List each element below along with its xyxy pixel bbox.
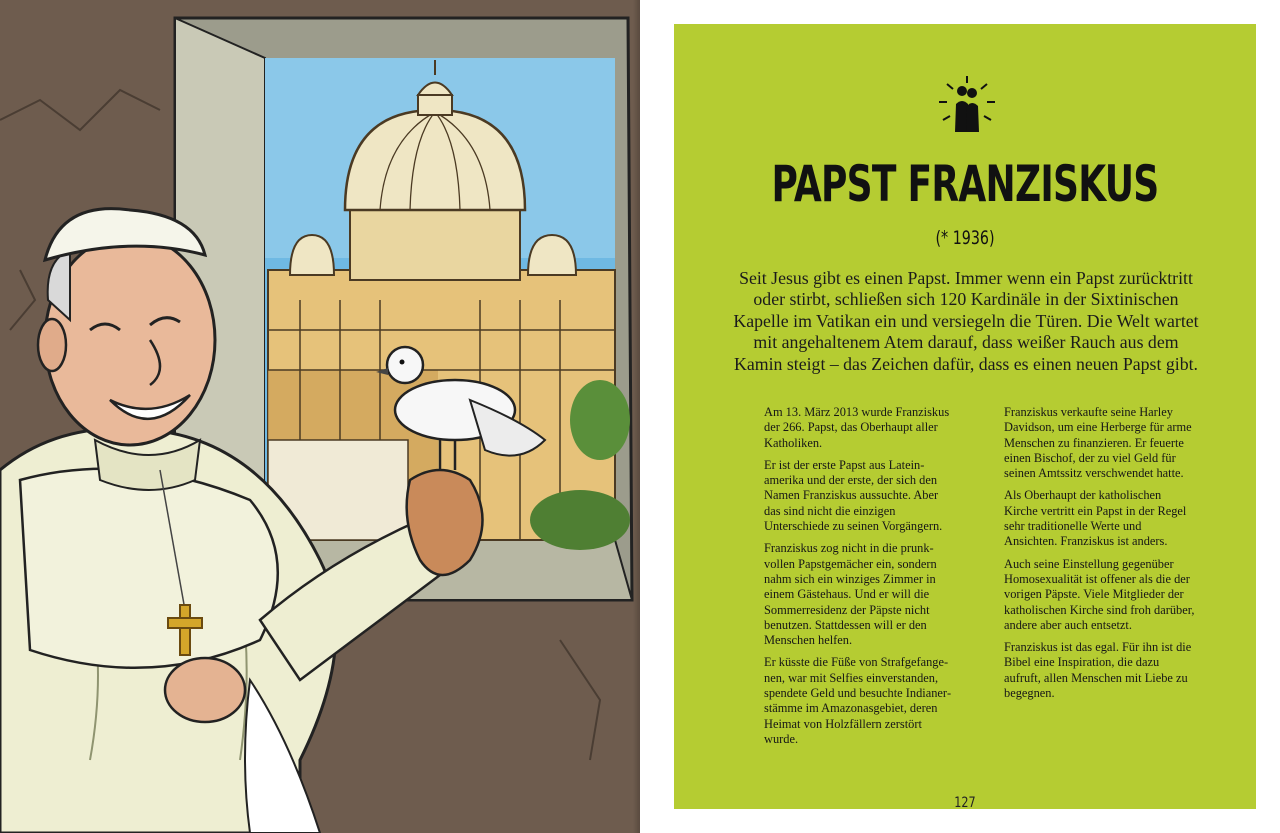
birth-year: (* 1936)	[935, 227, 995, 249]
page-number: 127	[954, 795, 976, 811]
two-figures-radiant-icon	[937, 74, 997, 134]
body-paragraph: Er ist der erste Papst aus Lateinamerika und der erste, der sich den Namen Franziskus aussuchte. Aber das sind nicht die einzigen Unterschiede zu seinen Vorgängern.	[764, 457, 943, 534]
left-hand	[165, 658, 245, 722]
body-paragraph: Auch seine Einstellung gegenüber Homosexualität ist offener als die der vorigen Päpste. Viele Mitglieder der katholischen Kirche sind froh darüber, andere aber auch entsetzt.	[1004, 556, 1195, 632]
intro-paragraph: Seit Jesus gibt es einen Papst. Immer wenn ein Papst zurücktritt oder stirbt, schließen sich 120 Kardinäle in der Sixtinischen Kapelle im Vatikan ein und versiegeln die Türen. Die Welt wartet mit angehaltenem Atem darauf, dass weißer Rauch aus dem Kamin steigt – das Zeichen dafür, dass es einen neuen Papst gibt.	[733, 268, 1199, 374]
tree	[570, 380, 630, 460]
text-page	[640, 0, 1280, 833]
text-column-left	[764, 405, 956, 754]
tree	[530, 490, 630, 550]
body-paragraph: Franziskus ist das egal. Für ihn ist die Bibel eine Inspiration, die dazu aufruft, allen Menschen mit Liebe zu begegnen.	[1004, 640, 1192, 701]
article-title: PAPST FRANZISKUS	[771, 155, 1159, 213]
lantern	[418, 95, 452, 115]
body-paragraph: Als Oberhaupt der katholischen Kirche vertritt ein Papst in der Regel sehr traditionelle Werte und Ansichten. Franziskus ist anders.	[1004, 488, 1187, 549]
content-panel	[674, 24, 1256, 809]
body-paragraph: Franziskus verkaufte seine Harley Davidson, um eine Herberge für arme Menschen zu finanzieren. Er feuerte einen Bischof, der zu viel Geld für seinen Amtssitz verschwendet hatte.	[1004, 405, 1192, 481]
pope-ear	[38, 319, 66, 371]
body-paragraph: Er küsste die Füße von Strafgefangenen, war mit Selfies einverstanden, spendete Geld und besuchte Indianerstämme im Amazonasgebiet, deren Heimat von Holzfällern zerstört wurde.	[764, 655, 952, 746]
pope-cape	[20, 469, 278, 668]
text-column-right	[1004, 405, 1196, 708]
body-paragraph: Franziskus zog nicht in die prunkvollen Papstgemächer ein, sondern nahm sich ein winziges Zimmer in einem Gästehaus. Und er will die Sommerresidenz der Päpste nicht benutzen. Stattdessen will er den Menschen helfen.	[764, 541, 937, 648]
dome-drum	[350, 200, 520, 280]
body-paragraph: Am 13. März 2013 wurde Franziskus der 266. Papst, das Oberhaupt aller Katholiken.	[764, 405, 950, 450]
